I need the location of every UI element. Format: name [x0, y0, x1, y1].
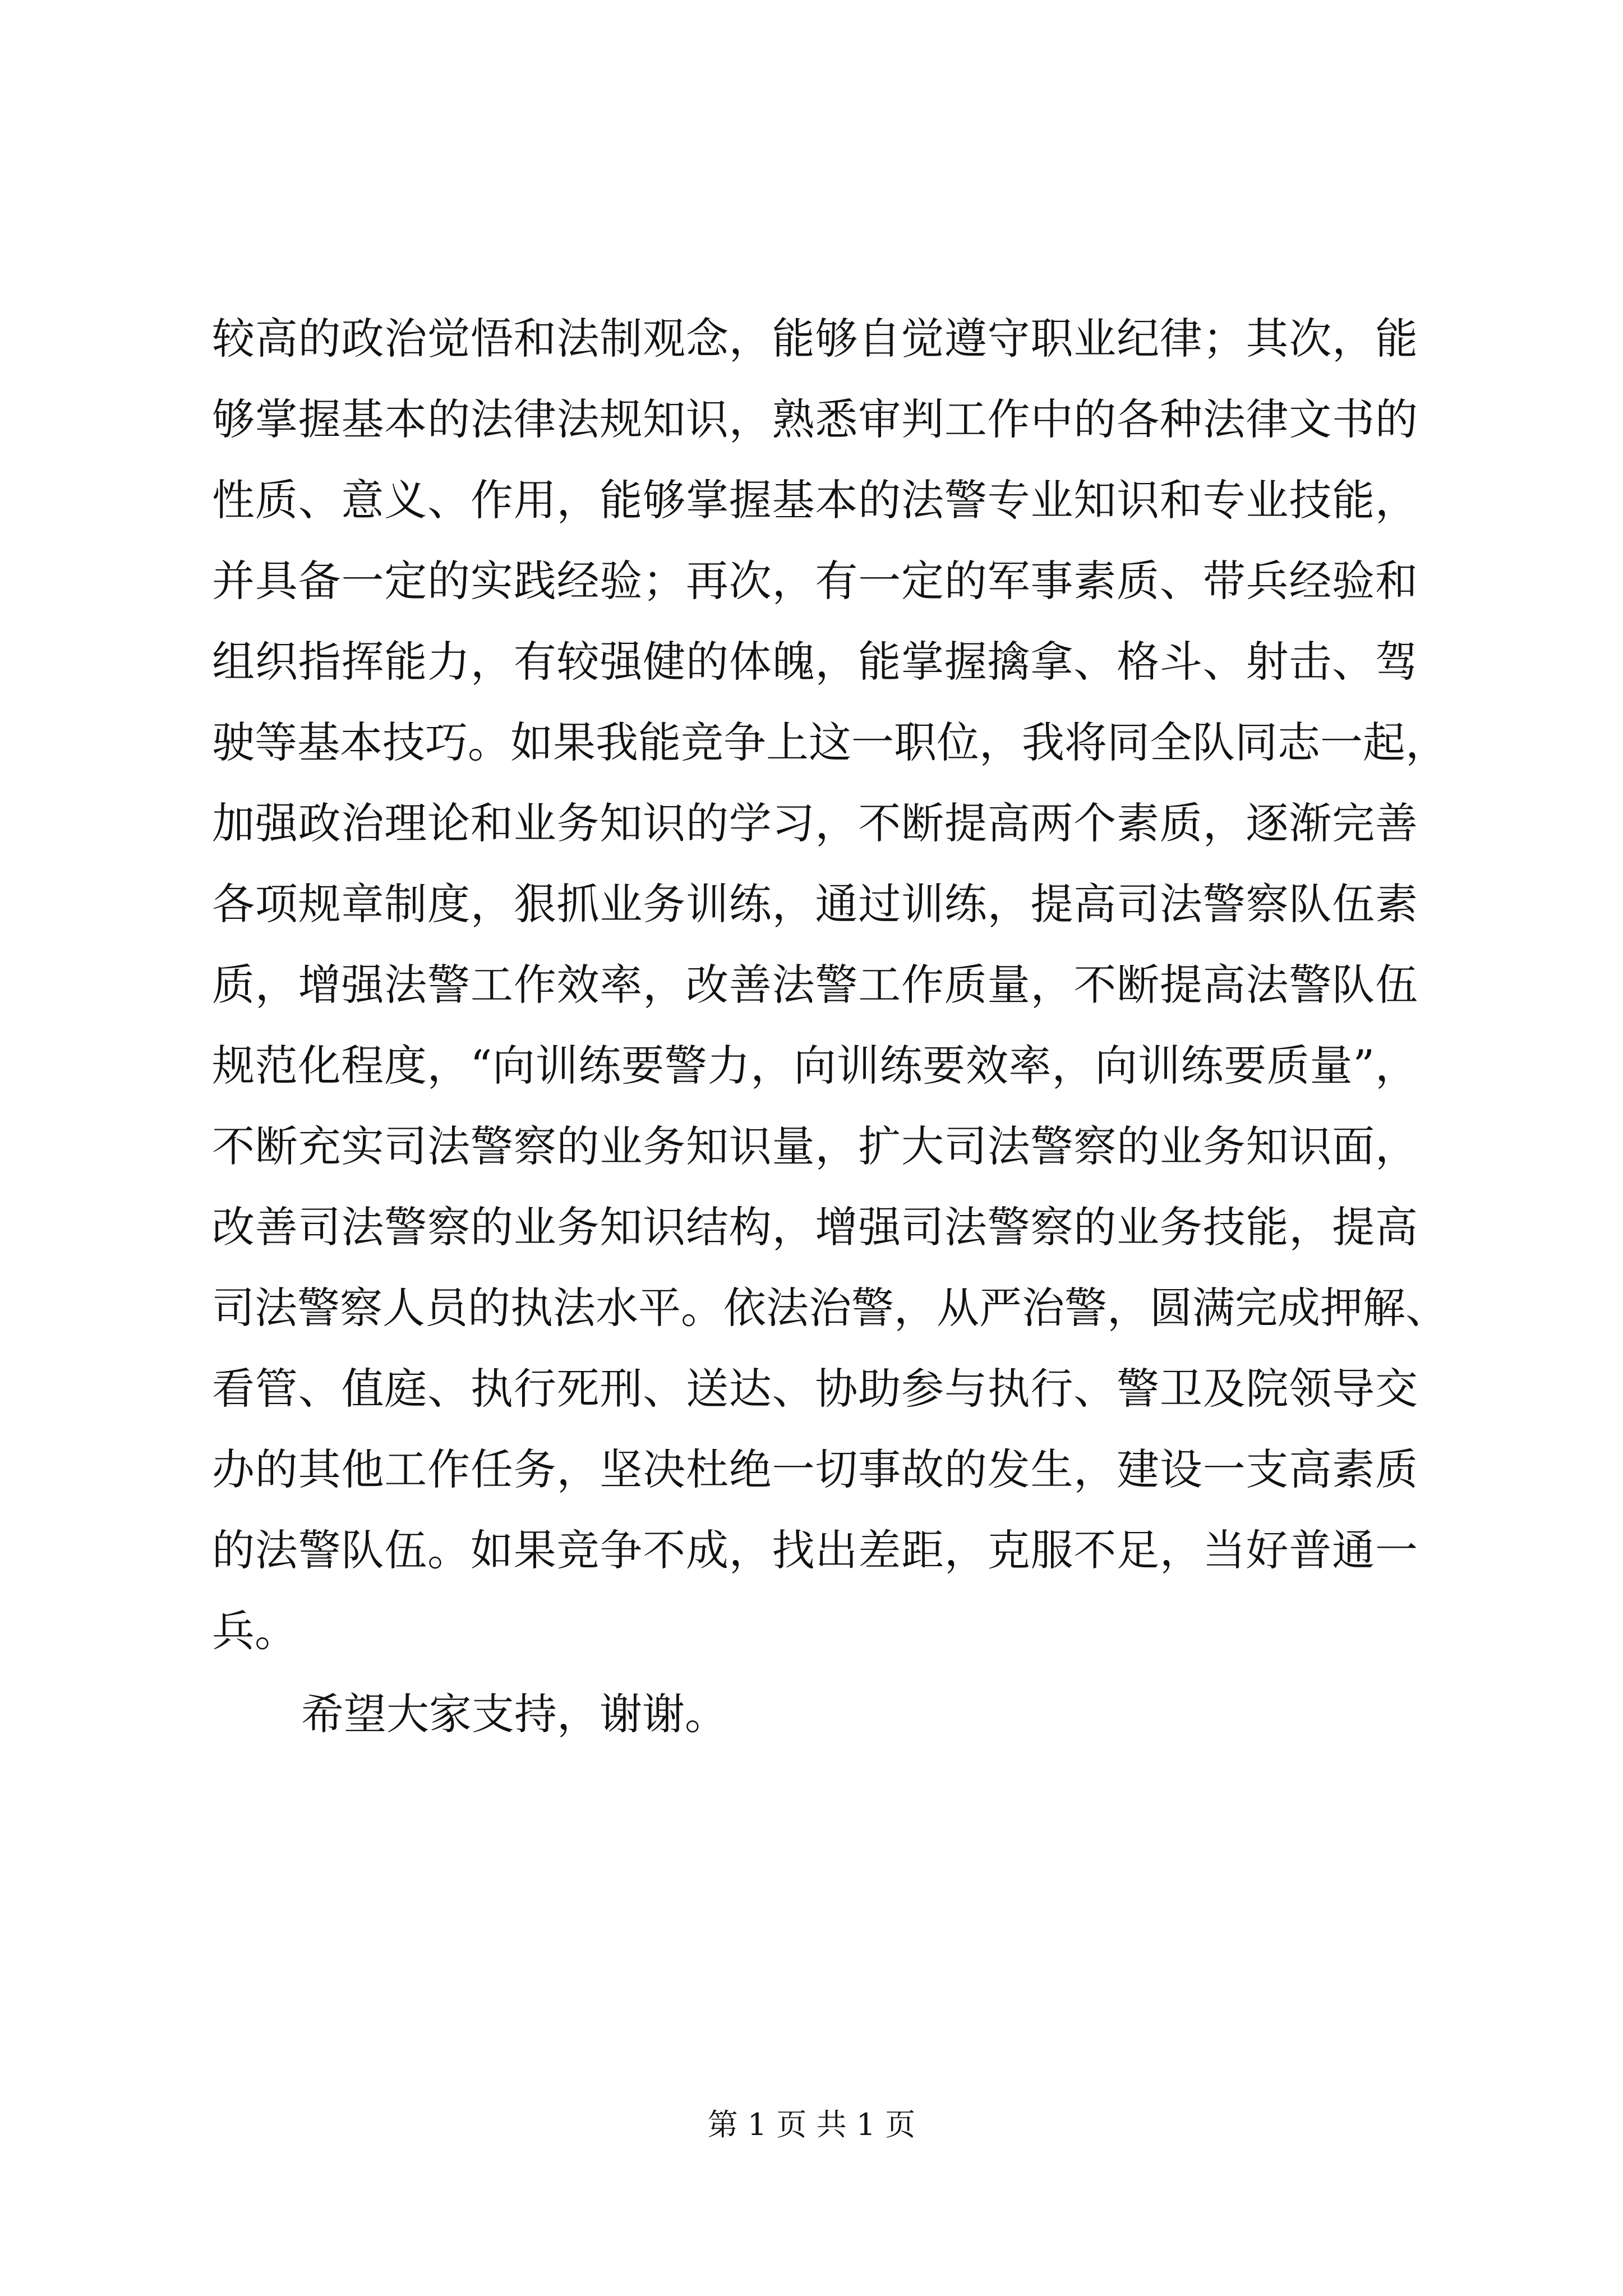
paragraph-line: 够掌握基本的法律法规知识，熟悉审判工作中的各种法律文书的 — [212, 394, 1418, 444]
paragraph-line: 的法警队伍。如果竞争不成，找出差距，克服不足，当好普通一 — [212, 1525, 1418, 1575]
paragraph-line: 各项规章制度，狠抓业务训练，通过训练，提高司法警察队伍素 — [212, 879, 1418, 929]
paragraph-line: 办的其他工作任务，坚决杜绝一切事故的发生，建设一支高素质 — [212, 1444, 1418, 1494]
paragraph-line: 质，增强法警工作效率，改善法警工作质量，不断提高法警队伍 — [212, 960, 1418, 1010]
paragraph-line: 司法警察人员的执法水平。依法治警，从严治警，圆满完成押解、 — [212, 1283, 1448, 1333]
paragraph-line: 驶等基本技巧。如果我能竞争上这一职位，我将同全队同志一起， — [212, 717, 1448, 767]
paragraph-line: 规范化程度，“向训练要警力，向训练要效率，向训练要质量”， — [212, 1041, 1418, 1091]
paragraph-line: 较高的政治觉悟和法制观念，能够自觉遵守职业纪律；其次，能 — [212, 314, 1418, 364]
paragraph-line: 并具备一定的实践经验；再次，有一定的军事素质、带兵经验和 — [212, 556, 1418, 606]
paragraph-line: 组织指挥能力，有较强健的体魄，能掌握擒拿、格斗、射击、驾 — [212, 637, 1418, 687]
paragraph-line: 改善司法警察的业务知识结构，增强司法警察的业务技能，提高 — [212, 1202, 1418, 1252]
paragraph-line: 看管、值庭、执行死刑、送达、协助参与执行、警卫及院领导交 — [212, 1364, 1418, 1414]
paragraph-line: 加强政治理论和业务知识的学习，不断提高两个素质，逐渐完善 — [212, 798, 1418, 848]
body-paragraph — [212, 298, 1448, 1672]
page-footer: 第 1 页 共 1 页 — [707, 2107, 916, 2142]
paragraph-line: 不断充实司法警察的业务知识量，扩大司法警察的业务知识面， — [212, 1121, 1418, 1171]
paragraph-line: 性质、意义、作用，能够掌握基本的法警专业知识和专业技能， — [212, 475, 1418, 525]
paragraph-line: 兵。 — [212, 1606, 297, 1656]
closing-paragraph: 希望大家支持，谢谢。 — [301, 1689, 727, 1739]
